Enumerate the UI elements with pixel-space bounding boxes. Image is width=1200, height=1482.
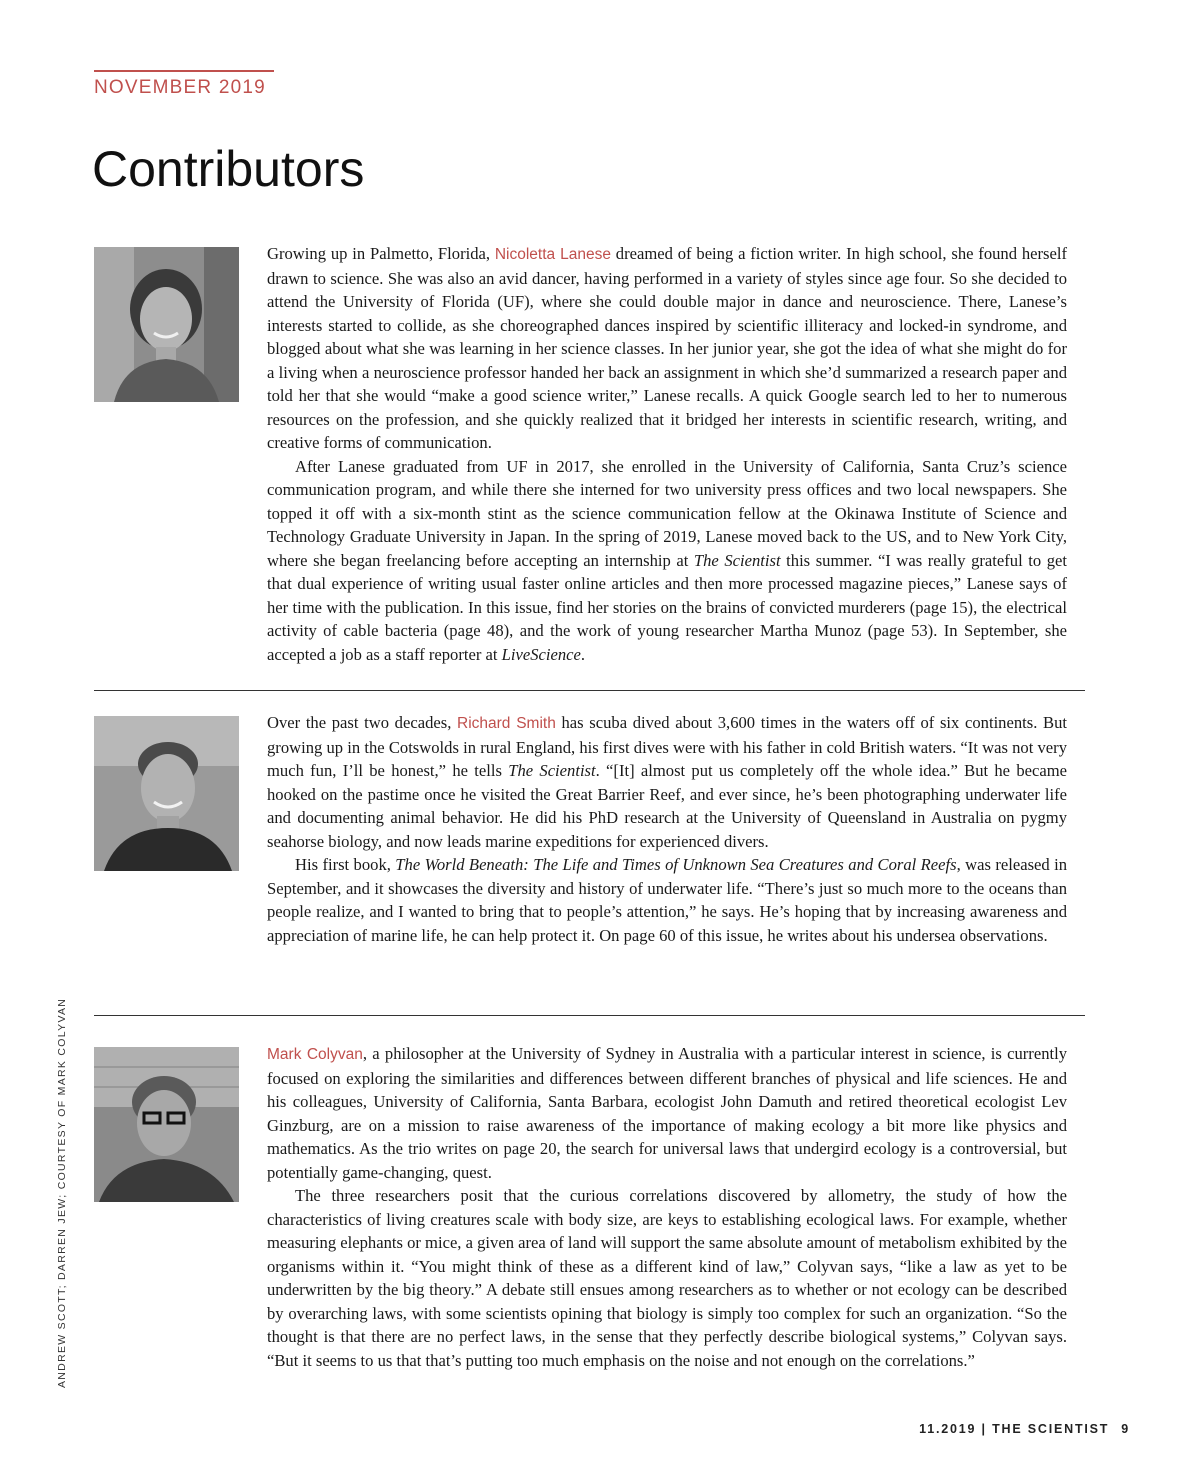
bio-lanese <box>267 242 1067 666</box>
issue-date-label: NOVEMBER 2019 <box>94 77 266 98</box>
page-number: 9 <box>1121 1422 1130 1436</box>
publication-title: LiveScience <box>501 644 581 664</box>
contributor-photo-smith <box>94 716 239 871</box>
book-title: The World Beneath: The Life and Times of Unknown Sea Creatures and Coral Reefs <box>395 855 957 874</box>
issue-rule <box>94 70 274 72</box>
bio-text: . <box>580 644 586 664</box>
page-footer <box>919 1422 1130 1436</box>
contributor-name: Richard Smith <box>457 715 556 732</box>
bio-text: this summer. “I was really grateful to get that dual experience of writing usual faster online articles and then more processed magazine pieces,” Lanese says of her time with the publication. In this issue, find her stories on the brains of convicted murderers (page 15), the electrical activity of cable bacteria (page 48), and the work of young researcher Martha Munoz (page 53). In September, she accepted a job as a staff reporter at <box>267 550 1068 664</box>
bio-text: , was released in September, and it showcases the diversity and history of underwater life. “There’s just so much more to the oceans than people realize, and I wanted to bring that to people’s attention,” he says. He’s hoping that by increasing awareness and appreciation of marine life, he can help protect it. On page 60 of this issue, he writes about his undersea observations. <box>267 855 1067 945</box>
bio-text: His first book, <box>295 855 396 874</box>
bio-text: , a philosopher at the University of Sydney in Australia with a particular interest in science, is currently focused on exploring the similarities and differences between different branches of physical and life sciences. He and his colleagues, University of California, Santa Barbara, ecologist John Damuth and retired theoretical ecologist Lev Ginzburg, are on a mission to raise awareness of the importance of making ecology a bit more like physics and mathematics. As the trio writes on page 20, the search for universal laws that undergird ecology is a controversial, but potentially game-changing, quest. <box>267 1044 1068 1182</box>
portrait-image <box>94 247 239 402</box>
bio-text: After Lanese graduated from UF in 2017, she enrolled in the University of California, Santa Cruz’s science communication program, and while there she interned for two university press offices and two local newspapers. She topped it off with a six-month stint as the science communication fellow at the Okinawa Institute of Science and Technology Graduate University in Japan. In the spring of 2019, Lanese moved back to the US, and to New York City, where she began freelancing before accepting an internship at <box>267 456 1067 570</box>
bio-text: Growing up in Palmetto, Florida, <box>267 244 495 263</box>
contributor-name: Mark Colyvan <box>267 1046 363 1063</box>
bio-paragraph <box>267 853 1067 947</box>
contributor-photo-colyvan <box>94 1047 239 1202</box>
portrait-image <box>94 716 239 871</box>
page-title: Contributors <box>92 141 365 197</box>
bio-paragraph <box>267 1042 1067 1184</box>
bio-paragraph <box>267 242 1067 455</box>
contributor-photo-lanese <box>94 247 239 402</box>
bio-text: dreamed of being a fiction writer. In high school, she found herself drawn to science. She was also an avid dancer, having performed in a variety of styles since age four. So she decided to attend the University of Florida (UF), where she could double major in dance and neuroscience. There, Lanese’s interests started to collide, as she choreographed dances inspired by scientific illiteracy and locked-in syndrome, and blogged about what she was learning in her science classes. In her junior year, she got the idea of what she might do for a living when a neuroscience professor handed her back an assignment in which she’d summarized a research paper and told her that she would “make a good science writer,” Lanese recalls. A quick Google search led to her to numerous resources on the profession, and she quickly realized that it bridged her interests in scientific research, writing, and creative forms of communication. <box>267 244 1067 452</box>
bio-text: . “[It] almost put us completely off the whole idea.” But he became hooked on the pastime once he visited the Great Barrier Reef, and ever since, he’s been photographing underwater life and documenting animal behavior. He did his PhD research at the University of Queensland in Australia on pygmy seahorse biology, and now leads marine expeditions for experienced divers. <box>267 761 1067 851</box>
bio-paragraph <box>267 455 1067 667</box>
portrait-image <box>94 1047 239 1202</box>
section-divider <box>94 1015 1085 1016</box>
bio-text: The three researchers posit that the curious correlations discovered by allometry, the study of how the characteristics of living creatures scale with body size, are keys to establishing ecological laws. For example, whether measuring elephants or mice, a given area of land will support the same absolute amount of metabolism exhibited by the organisms within it. “You might think of these as a different kind of law,” Colyvan says, “like a law as yet to be underwritten by the big theory.” A debate still ensues among researchers as to whether or not ecology can be described by overarching laws, with some scientists opining that biology is simply too complex for such an organization. “So the thought is that there are no perfect laws, in the sense that they perfectly describe biological systems,” Colyvan says. “But it seems to us that that’s putting too much emphasis on the noise and not enough on the correlations.” <box>267 1186 1067 1370</box>
bio-smith <box>267 711 1067 947</box>
bio-colyvan <box>267 1042 1067 1372</box>
publication-title: The Scientist <box>693 550 781 570</box>
bio-paragraph <box>267 1184 1067 1372</box>
bio-paragraph <box>267 711 1067 853</box>
section-divider <box>94 690 1085 691</box>
bio-text: has scuba dived about 3,600 times in the waters off of six continents. But growing up in the Cotswolds in rural England, his first dives were with his father in cold British waters. “It was not very much fun, I’ll be honest,” he tells <box>267 713 1067 780</box>
contributor-name: Nicoletta Lanese <box>494 246 611 263</box>
bio-text: Over the past two decades, <box>267 713 457 732</box>
publication-title: The Scientist <box>508 761 596 780</box>
photo-credit: ANDREW SCOTT; DARREN JEW; COURTESY OF MARK COLYVAN <box>56 997 68 1388</box>
footer-text: 11.2019 | THE SCIENTIST <box>919 1422 1110 1436</box>
